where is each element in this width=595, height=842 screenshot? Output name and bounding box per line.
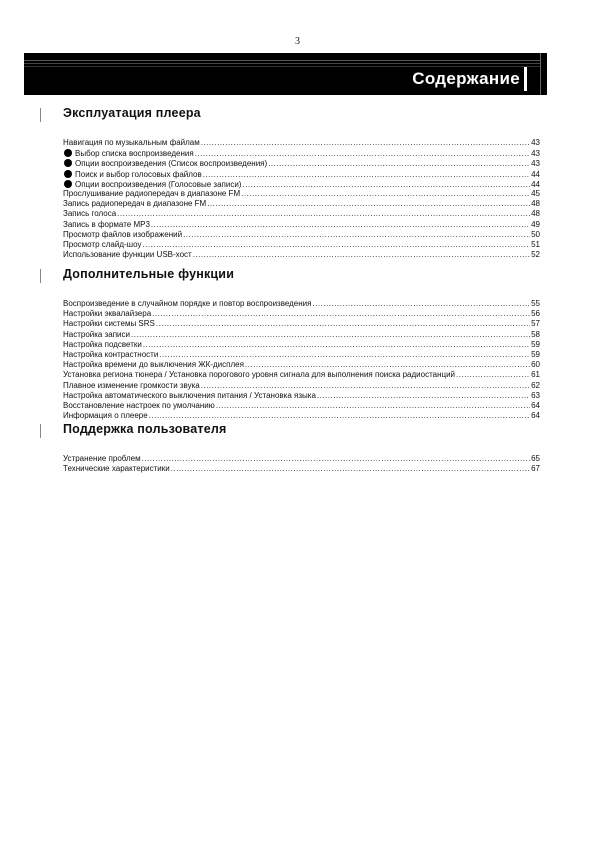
toc-entry[interactable]: [63, 350, 540, 360]
toc-entry[interactable]: [63, 319, 540, 329]
dot-leader: [245, 360, 530, 370]
toc-list: [63, 138, 540, 260]
toc-entry-title: Навигация по музыкальным файлам: [63, 138, 200, 147]
toc-entry-page: 50: [531, 229, 540, 239]
bullet-icon: [64, 170, 72, 178]
toc-entry-page: 59: [531, 339, 540, 349]
toc-section: [40, 267, 540, 421]
toc-entry[interactable]: [63, 340, 540, 350]
section-marker: [40, 108, 41, 122]
dot-leader: [456, 370, 530, 380]
dot-leader: [156, 319, 530, 329]
toc-entry[interactable]: [63, 240, 540, 250]
toc-entry[interactable]: [63, 381, 540, 391]
banner-stripe: [24, 66, 547, 67]
dot-leader: [159, 350, 530, 360]
section-marker: [40, 424, 41, 438]
toc-entry[interactable]: [63, 189, 540, 199]
section-header: [40, 106, 540, 124]
toc-entry[interactable]: [63, 148, 540, 158]
toc-entry-page: 64: [531, 400, 540, 410]
toc-entry-title: Настройки эквалайзера: [63, 309, 152, 319]
toc-entry-page: 43: [531, 138, 540, 147]
toc-entry-page: 62: [531, 380, 540, 390]
toc-entry-title: Просмотр слайд-шоу: [63, 239, 142, 249]
dot-leader: [241, 189, 530, 199]
dot-leader: [183, 230, 530, 240]
toc-entry-page: 67: [531, 464, 540, 474]
page-number: 3: [295, 36, 300, 47]
toc-entry-page: 64: [531, 411, 540, 421]
toc-entry-page: 44: [531, 169, 540, 179]
toc-entry-title: Запись в формате MP3: [63, 219, 150, 229]
banner-stripe: [24, 60, 547, 61]
toc-entry-title: Настройка записи: [63, 329, 130, 339]
toc-entry-page: 43: [531, 159, 540, 169]
toc-list: [63, 454, 540, 474]
toc-section: [40, 422, 540, 474]
toc-entry[interactable]: [63, 138, 540, 148]
bullet-icon: [64, 159, 72, 167]
dot-leader: [193, 250, 530, 260]
toc-entry-page: 43: [531, 149, 540, 159]
toc-entry-page: 52: [531, 250, 540, 260]
toc-entry[interactable]: [63, 169, 540, 179]
toc-entry[interactable]: [63, 454, 540, 464]
toc-entry-title: Настройка времени до выключения ЖК-дисплея: [63, 360, 244, 370]
toc-entry[interactable]: [63, 309, 540, 319]
toc-section: [40, 106, 540, 260]
dot-leader: [142, 454, 530, 464]
section-title: Дополнительные функции: [63, 267, 235, 281]
toc-entry-page: 48: [531, 199, 540, 209]
toc-entry-page: 44: [531, 179, 540, 189]
section-title: Эксплуатация плеера: [63, 106, 201, 120]
toc-entry-page: 55: [531, 299, 540, 308]
dot-leader: [201, 381, 530, 391]
dot-leader: [195, 149, 530, 159]
toc-entry-page: 51: [531, 239, 540, 249]
banner-accent-bar: [524, 67, 527, 91]
toc-entry-title: Запись голоса: [63, 209, 117, 219]
toc-entry-title: Просмотр файлов изображений: [63, 229, 183, 239]
page-title: Содержание: [412, 69, 520, 88]
toc-entry-title: Настройка подсветки: [63, 339, 142, 349]
dot-leader: [207, 199, 530, 209]
toc-entry-page: 65: [531, 454, 540, 463]
toc-entry-title: Устранение проблем: [63, 454, 141, 463]
dot-leader: [203, 170, 530, 180]
toc-entry-title: Использование функции USB-хост: [63, 250, 192, 260]
toc-entry-page: 56: [531, 309, 540, 319]
toc-entry-title: Опции воспроизведения (Голосовые записи): [75, 179, 242, 189]
toc-entry[interactable]: [63, 220, 540, 230]
banner-stripe: [24, 63, 547, 64]
section-marker: [40, 269, 41, 283]
toc-list: [63, 299, 540, 421]
bullet-icon: [64, 180, 72, 188]
toc-entry-title: Информация о плеере: [63, 411, 148, 421]
toc-entry[interactable]: [63, 401, 540, 411]
toc-entry-title: Технические характеристики: [63, 464, 170, 474]
section-header: [40, 422, 540, 440]
toc-entry-page: 49: [531, 219, 540, 229]
toc-entry-page: 45: [531, 188, 540, 198]
dot-leader: [149, 411, 530, 421]
toc-entry[interactable]: [63, 464, 540, 474]
dot-leader: [312, 299, 530, 309]
toc-entry[interactable]: [63, 209, 540, 219]
toc-entry-title: Воспроизведение в случайном порядке и повтор воспроизведения: [63, 299, 312, 308]
toc-entry-page: 63: [531, 390, 540, 400]
toc-entry-title: Настройки системы SRS: [63, 319, 155, 329]
toc-entry-page: 48: [531, 209, 540, 219]
toc-entry[interactable]: [63, 360, 540, 370]
toc-entry-page: 60: [531, 360, 540, 370]
toc-entry-title: Прослушивание радиопередач в диапазоне FM: [63, 188, 241, 198]
banner-edge: [540, 53, 547, 95]
dot-leader: [317, 391, 530, 401]
dot-leader: [201, 138, 530, 148]
toc-entry-title: Опции воспроизведения (Список воспроизведения): [75, 159, 268, 169]
dot-leader: [152, 309, 530, 319]
toc-entry-title: Настройка контрастности: [63, 349, 159, 359]
dot-leader: [131, 330, 530, 340]
dot-leader: [142, 240, 530, 250]
toc-entry-title: Установка региона тюнера / Установка порогового уровня сигнала для выполнения поиска радиостанций: [63, 370, 456, 380]
toc-entry[interactable]: [63, 330, 540, 340]
toc-entry[interactable]: [63, 179, 540, 189]
toc-entry-title: Запись радиопередач в диапазоне FM: [63, 199, 207, 209]
dot-leader: [268, 159, 530, 169]
section-header: [40, 267, 540, 285]
toc-entry-page: 57: [531, 319, 540, 329]
toc-entry-title: Плавное изменение громкости звука: [63, 380, 200, 390]
toc-entry[interactable]: [63, 370, 540, 380]
toc-entry[interactable]: [63, 250, 540, 260]
dot-leader: [171, 464, 530, 474]
toc-entry[interactable]: [63, 230, 540, 240]
dot-leader: [151, 220, 530, 230]
toc-entry-page: 61: [531, 370, 540, 380]
toc-entry-title: Выбор списка воспроизведения: [75, 149, 194, 159]
toc-entry-page: 58: [531, 329, 540, 339]
toc-entry-title: Настройка автоматического выключения питания / Установка языка: [63, 390, 316, 400]
toc-entry-title: Восстановление настроек по умолчанию: [63, 400, 215, 410]
toc-entry-title: Поиск и выбор голосовых файлов: [75, 169, 202, 179]
bullet-icon: [64, 149, 72, 157]
toc-entry[interactable]: [63, 299, 540, 309]
toc-entry[interactable]: [63, 391, 540, 401]
toc-entry[interactable]: [63, 411, 540, 421]
dot-leader: [216, 401, 530, 411]
dot-leader: [143, 340, 530, 350]
section-title: Поддержка пользователя: [63, 422, 227, 436]
toc-entry-page: 59: [531, 349, 540, 359]
dot-leader: [117, 209, 530, 219]
toc-entry[interactable]: [63, 158, 540, 168]
contents-banner: [24, 53, 547, 95]
toc-entry[interactable]: [63, 199, 540, 209]
